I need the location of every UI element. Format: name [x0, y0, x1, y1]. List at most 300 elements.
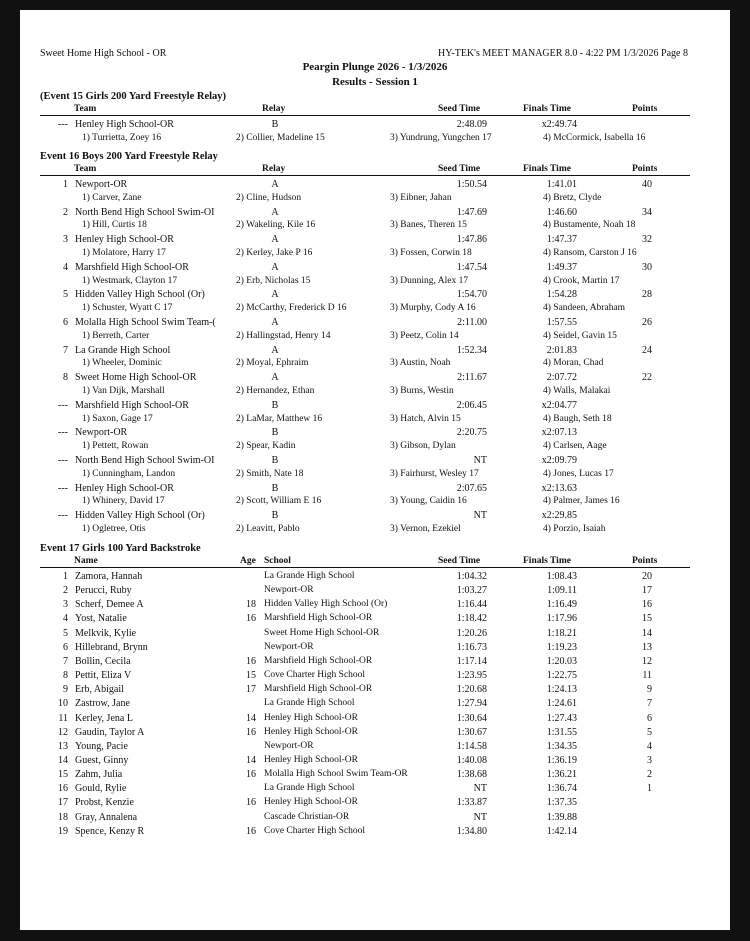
- points: 15: [642, 613, 652, 625]
- seed-time: 1:18.42: [456, 613, 487, 625]
- result-row: [40, 727, 700, 740]
- result-row: [40, 599, 700, 612]
- swimmer-2: 2) Scott, William E 16: [236, 496, 322, 507]
- seed-time: 1:23.95: [456, 670, 487, 682]
- points: 32: [642, 234, 652, 246]
- relay-letter: A: [271, 317, 279, 328]
- event-16-title: Event 16 Boys 200 Yard Freestyle Relay: [40, 151, 218, 162]
- points: 4: [647, 740, 652, 752]
- place: ---: [58, 427, 68, 439]
- swimmer-name: Zamora, Hannah: [75, 571, 143, 582]
- swimmer-1: 1) Molatore, Harry 17: [82, 248, 166, 258]
- place: 19: [58, 825, 68, 837]
- points: 28: [642, 289, 652, 301]
- team-name: Marshfield High School-OR: [75, 261, 189, 273]
- swimmer-name: Erb, Abigail: [75, 684, 124, 696]
- swimmer-1: 1) Berreth, Carter: [82, 330, 150, 341]
- result-row: [40, 585, 700, 598]
- school: Marshfield High School-OR: [264, 684, 373, 695]
- team-name: Marshfield High School-OR: [75, 399, 189, 411]
- relay-row: [40, 262, 700, 275]
- col-name: Name: [74, 556, 98, 566]
- points: 24: [642, 344, 652, 356]
- relay-swimmers: [40, 524, 700, 537]
- swimmer-4: 4) Crook, Martin 17: [543, 275, 620, 286]
- swimmer-name: Melkvik, Kylie: [75, 627, 137, 639]
- swimmer-name: Yost, Natalie: [75, 613, 127, 625]
- points: 40: [642, 179, 652, 190]
- place: 4: [63, 613, 68, 625]
- age: 16: [246, 797, 256, 809]
- place: ---: [58, 482, 68, 494]
- relay-row: [40, 455, 700, 468]
- swimmer-1: 1) Hill, Curtis 18: [82, 220, 147, 231]
- place: 12: [58, 726, 68, 738]
- swimmer-3: 3) Yundrung, Yungchen 17: [390, 132, 492, 143]
- swimmer-4: 4) Ransom, Carston J 16: [543, 248, 637, 258]
- relay-letter: A: [271, 234, 279, 246]
- place: ---: [58, 510, 68, 522]
- swimmer-3: 3) Fossen, Corwin 18: [390, 248, 472, 258]
- points: 30: [642, 261, 652, 273]
- team-name: Henley High School-OR: [75, 482, 174, 494]
- points: 9: [647, 684, 652, 696]
- school: Cascade Christian-OR: [264, 811, 350, 822]
- seed-time: 1:40.08: [456, 754, 487, 766]
- swimmer-1: 1) Van Dijk, Marshall: [82, 386, 165, 396]
- school: La Grande High School: [264, 783, 355, 794]
- swimmer-3: 3) Fairhurst, Wesley 17: [390, 468, 479, 479]
- points: 16: [642, 599, 652, 611]
- relay-swimmers: [40, 193, 700, 206]
- points: 26: [642, 317, 652, 328]
- swimmer-4: 4) Jones, Lucas 17: [543, 468, 614, 479]
- relay-letter: B: [271, 119, 279, 130]
- place: ---: [58, 119, 68, 130]
- result-row: [40, 670, 700, 683]
- result-row: [40, 797, 700, 810]
- points: 14: [642, 627, 652, 639]
- swimmer-4: 4) Palmer, James 16: [543, 496, 620, 507]
- swimmer-4: 4) Seidel, Gavin 15: [543, 330, 617, 341]
- place: 8: [63, 372, 68, 384]
- place: 14: [58, 754, 68, 766]
- school: Sweet Home High School-OR: [264, 627, 380, 638]
- swimmer-name: Perucci, Ruby: [75, 585, 132, 597]
- school: Cove Charter High School: [264, 825, 366, 836]
- relay-letter: B: [271, 455, 279, 466]
- header-left: Sweet Home High School - OR: [40, 48, 167, 59]
- swimmer-1: 1) Ogletree, Otis: [82, 524, 146, 534]
- points: 20: [642, 571, 652, 582]
- swimmer-name: Young, Pacie: [75, 740, 128, 752]
- col-points: Points: [632, 556, 658, 566]
- swimmer-2: 2) LaMar, Matthew 16: [236, 413, 323, 424]
- school: La Grande High School: [264, 698, 355, 709]
- result-row: [40, 642, 700, 655]
- relay-swimmers: [40, 303, 700, 316]
- seed-time: 1:38.68: [456, 769, 487, 781]
- relay-letter: B: [271, 399, 279, 411]
- seed-time: 1:17.14: [456, 655, 487, 667]
- swimmer-4: 4) Sandeen, Abraham: [543, 303, 626, 314]
- seed-time: 2:07.65: [456, 482, 487, 494]
- swimmer-name: Gaudin, Taylor A: [75, 726, 145, 738]
- seed-time: 1:30.67: [456, 726, 487, 738]
- swimmer-1: 1) Pettett, Rowan: [82, 441, 149, 452]
- swimmer-name: Zastrow, Jane: [75, 698, 130, 710]
- finals-time: 1:17.96: [546, 613, 577, 625]
- col-relay: Relay: [262, 164, 286, 174]
- age: 16: [246, 613, 256, 625]
- finals-time: x2:49.74: [541, 119, 577, 130]
- school: Henley High School-OR: [264, 726, 358, 737]
- finals-time: 1:22.75: [546, 670, 577, 682]
- relay-row: [40, 179, 700, 192]
- seed-time: 2:20.75: [456, 427, 487, 439]
- school: Henley High School-OR: [264, 712, 358, 723]
- result-row: [40, 769, 700, 782]
- swimmer-name: Zahm, Julia: [75, 769, 123, 781]
- swimmer-name: Pettit, Eliza V: [75, 670, 132, 682]
- finals-time: 1:24.13: [546, 684, 577, 696]
- swimmer-3: 3) Austin, Noah: [390, 358, 451, 369]
- seed-time: NT: [473, 510, 487, 522]
- swimmer-2: 2) Moyal, Ephraim: [236, 358, 309, 369]
- place: 5: [63, 627, 68, 639]
- finals-time: 1:37.35: [546, 797, 577, 809]
- swimmer-1: 1) Carver, Zane: [82, 192, 142, 203]
- place: 7: [63, 655, 68, 667]
- swimmer-1: 1) Turrietta, Zoey 16: [82, 132, 162, 143]
- finals-time: 1:34.35: [546, 740, 577, 752]
- finals-time: 1:41.01: [546, 179, 577, 190]
- swimmer-3: 3) Hatch, Alvin 15: [390, 413, 461, 424]
- swimmer-name: Spence, Kenzy R: [75, 825, 145, 837]
- seed-time: 1:20.68: [456, 684, 487, 696]
- swimmer-4: 4) Walls, Malakai: [543, 386, 611, 396]
- seed-time: 1:34.80: [456, 825, 487, 837]
- swimmer-2: 2) Cline, Hudson: [236, 192, 302, 203]
- relay-letter: A: [271, 206, 279, 218]
- finals-time: x2:07.13: [541, 427, 577, 439]
- relay-letter: B: [271, 427, 279, 439]
- finals-time: 1:09.11: [547, 585, 577, 597]
- swimmer-3: 3) Eibner, Jahan: [390, 192, 452, 203]
- finals-time: 2:07.72: [546, 372, 577, 384]
- event-17-column-header: [40, 557, 690, 568]
- seed-time: 1:16.73: [456, 641, 487, 653]
- relay-row: [40, 234, 700, 247]
- seed-time: 1:30.64: [456, 712, 487, 724]
- seed-time: 1:16.44: [456, 599, 487, 611]
- place: 1: [63, 179, 68, 190]
- place: 9: [63, 684, 68, 696]
- result-row: [40, 613, 700, 626]
- result-row: [40, 755, 700, 768]
- age: 16: [246, 655, 256, 667]
- school: La Grande High School: [264, 571, 355, 581]
- seed-time: 2:06.45: [456, 399, 487, 411]
- team-name: Newport-OR: [75, 427, 128, 439]
- points: 34: [642, 206, 652, 218]
- finals-time: 2:01.83: [546, 344, 577, 356]
- swimmer-3: 3) Banes, Theren 15: [390, 220, 467, 231]
- swimmer-4: 4) McCormick, Isabella 16: [543, 132, 646, 143]
- place: 2: [63, 206, 68, 218]
- finals-time: 1:36.74: [546, 783, 577, 795]
- col-age: Age: [240, 556, 256, 566]
- place: 6: [63, 641, 68, 653]
- event-15-column-header: [40, 105, 690, 116]
- seed-time: 1:14.58: [456, 740, 487, 752]
- col-seed-time: Seed Time: [438, 104, 481, 114]
- swimmer-2: 2) Collier, Madeline 15: [236, 132, 325, 143]
- swimmer-3: 3) Murphy, Cody A 16: [390, 303, 476, 314]
- place: 8: [63, 670, 68, 682]
- swimmer-2: 2) Wakeling, Kile 16: [236, 220, 316, 231]
- finals-time: 1:18.21: [546, 627, 577, 639]
- result-row: [40, 713, 700, 726]
- age: 16: [246, 825, 256, 837]
- col-finals-time: Finals Time: [523, 104, 571, 114]
- swimmer-2: 2) Leavitt, Pablo: [236, 524, 300, 534]
- seed-time: NT: [473, 783, 487, 795]
- swimmer-4: 4) Porzio, Isaiah: [543, 524, 606, 534]
- school: Molalla High School Swim Team-OR: [264, 769, 408, 780]
- col-relay: Relay: [262, 104, 286, 114]
- team-name: North Bend High School Swim-OI: [75, 206, 215, 218]
- relay-swimmers: [40, 358, 700, 371]
- swimmer-3: 3) Vernon, Ezekiel: [390, 524, 461, 534]
- col-seed-time: Seed Time: [438, 556, 481, 566]
- finals-time: 1:57.55: [546, 317, 577, 328]
- result-row: [40, 812, 700, 825]
- finals-time: 1:19.23: [546, 641, 577, 653]
- finals-time: 1:46.60: [546, 206, 577, 218]
- seed-time: 2:11.00: [457, 317, 487, 328]
- swimmer-2: 2) Erb, Nicholas 15: [236, 275, 311, 286]
- finals-time: 1:16.49: [546, 599, 577, 611]
- swimmer-3: 3) Young, Caidin 16: [390, 496, 467, 507]
- finals-time: 1:36.19: [546, 754, 577, 766]
- relay-swimmers: [40, 496, 700, 509]
- team-name: La Grande High School: [75, 344, 171, 356]
- points: 3: [647, 754, 652, 766]
- swimmer-4: 4) Bretz, Clyde: [543, 192, 602, 203]
- finals-time: 1:31.55: [546, 726, 577, 738]
- relay-letter: A: [271, 261, 279, 273]
- age: 17: [246, 684, 256, 696]
- col-team: Team: [74, 104, 97, 114]
- school: Marshfield High School-OR: [264, 613, 373, 624]
- finals-time: 1:24.61: [546, 698, 577, 710]
- place: 10: [58, 698, 68, 710]
- swimmer-name: Bollin, Cecila: [75, 655, 131, 667]
- school: Newport-OR: [264, 740, 314, 751]
- relay-row: [40, 119, 700, 132]
- swimmer-name: Hillebrand, Brynn: [75, 641, 148, 653]
- relay-letter: B: [271, 482, 279, 494]
- place: 16: [58, 783, 68, 795]
- points: 5: [647, 726, 652, 738]
- relay-swimmers: [40, 220, 700, 233]
- finals-time: 1:39.88: [546, 811, 577, 823]
- finals-time: x2:09.79: [541, 455, 577, 466]
- place: 17: [58, 797, 68, 809]
- relay-letter: A: [271, 344, 279, 356]
- school: Hidden Valley High School (Or): [264, 599, 388, 610]
- swimmer-1: 1) Cunningham, Landon: [82, 468, 176, 479]
- seed-time: 1:20.26: [456, 627, 487, 639]
- relay-swimmers: [40, 331, 700, 344]
- finals-time: 1:08.43: [546, 571, 577, 582]
- place: 1: [63, 571, 68, 582]
- swimmer-2: 2) Kerley, Jake P 16: [236, 248, 313, 258]
- place: ---: [58, 399, 68, 411]
- points: 2: [647, 769, 652, 781]
- results-page: [20, 10, 730, 930]
- relay-letter: A: [271, 179, 279, 190]
- seed-time: 1:50.54: [456, 179, 487, 190]
- finals-time: 1:42.14: [546, 825, 577, 837]
- relay-row: [40, 510, 700, 523]
- age: 16: [246, 769, 256, 781]
- points: 13: [642, 641, 652, 653]
- age: 18: [246, 599, 256, 611]
- team-name: Molalla High School Swim Team-(: [75, 317, 216, 328]
- swimmer-2: 2) Hernandez, Ethan: [236, 386, 315, 396]
- points: 17: [642, 585, 652, 597]
- seed-time: 1:47.86: [456, 234, 487, 246]
- seed-time: 1:52.34: [456, 344, 487, 356]
- swimmer-name: Kerley, Jena L: [75, 712, 133, 724]
- relay-row: [40, 427, 700, 440]
- col-points: Points: [632, 164, 658, 174]
- result-row: [40, 571, 700, 584]
- result-row: [40, 741, 700, 754]
- event-17-title: Event 17 Girls 100 Yard Backstroke: [40, 543, 201, 554]
- result-row: [40, 628, 700, 641]
- age: 14: [246, 754, 256, 766]
- team-name: Henley High School-OR: [75, 119, 174, 130]
- finals-time: x2:04.77: [541, 399, 577, 411]
- points: 12: [642, 655, 652, 667]
- relay-swimmers: [40, 386, 700, 399]
- relay-row: [40, 317, 700, 330]
- age: 14: [246, 712, 256, 724]
- relay-row: [40, 207, 700, 220]
- swimmer-name: Probst, Kenzie: [75, 797, 134, 809]
- col-finals-time: Finals Time: [523, 556, 571, 566]
- result-row: [40, 783, 700, 796]
- swimmer-name: Scherf, Demee A: [75, 599, 144, 611]
- school: Henley High School-OR: [264, 754, 358, 765]
- school: Newport-OR: [264, 585, 314, 596]
- place: 6: [63, 317, 68, 328]
- event-15-title: (Event 15 Girls 200 Yard Freestyle Relay): [40, 91, 227, 102]
- swimmer-1: 1) Saxon, Gage 17: [82, 413, 153, 424]
- place: 2: [63, 585, 68, 597]
- place: 11: [58, 712, 68, 724]
- team-name: Sweet Home High School-OR: [75, 372, 197, 384]
- relay-swimmers: [40, 414, 700, 427]
- header-right: HY-TEK's MEET MANAGER 8.0 - 4:22 PM 1/3/2026 Page 8: [438, 48, 688, 59]
- relay-swimmers: [40, 469, 700, 482]
- team-name: Hidden Valley High School (Or): [75, 510, 205, 522]
- relay-swimmers: [40, 248, 700, 261]
- col-finals-time: Finals Time: [523, 164, 571, 174]
- swimmer-4: 4) Carlsen, Aage: [543, 441, 607, 452]
- place: 3: [63, 234, 68, 246]
- swimmer-1: 1) Schuster, Wyatt C 17: [82, 303, 173, 314]
- seed-time: 1:47.69: [456, 206, 487, 218]
- seed-time: NT: [473, 811, 487, 823]
- result-row: [40, 656, 700, 669]
- team-name: North Bend High School Swim-OI: [75, 455, 215, 466]
- swimmer-name: Guest, Ginny: [75, 754, 129, 766]
- seed-time: 1:03.27: [456, 585, 487, 597]
- session-subtitle: Results - Session 1: [332, 76, 418, 88]
- swimmer-1: 1) Whinery, David 17: [82, 496, 165, 507]
- relay-swimmers: [40, 441, 700, 454]
- swimmer-2: 2) Hallingstad, Henry 14: [236, 330, 331, 341]
- relay-swimmers: [40, 276, 700, 289]
- swimmer-name: Gray, Annalena: [75, 811, 138, 823]
- swimmer-2: 2) Spear, Kadin: [236, 441, 296, 452]
- swimmer-4: 4) Baugh, Seth 18: [543, 413, 612, 424]
- col-school: School: [264, 556, 291, 566]
- relay-row: [40, 345, 700, 358]
- age: 16: [246, 726, 256, 738]
- swimmer-4: 4) Bustamente, Noah 18: [543, 220, 636, 231]
- relay-row: [40, 372, 700, 385]
- seed-time: 1:47.54: [456, 261, 487, 273]
- team-name: Newport-OR: [75, 179, 128, 190]
- swimmer-3: 3) Gibson, Dylan: [390, 441, 456, 452]
- finals-time: 1:54.28: [546, 289, 577, 301]
- col-team: Team: [74, 164, 97, 174]
- relay-swimmers: [40, 133, 700, 146]
- points: 22: [642, 372, 652, 384]
- col-points: Points: [632, 104, 658, 114]
- swimmer-3: 3) Peetz, Colin 14: [390, 330, 459, 341]
- school: Henley High School-OR: [264, 797, 358, 808]
- meet-title: Peargin Plunge 2026 - 1/3/2026: [302, 61, 448, 73]
- team-name: Hidden Valley High School (Or): [75, 289, 205, 301]
- school: Marshfield High School-OR: [264, 655, 373, 666]
- seed-time: 1:33.87: [456, 797, 487, 809]
- finals-time: 1:49.37: [546, 261, 577, 273]
- finals-time: 1:36.21: [546, 769, 577, 781]
- swimmer-2: 2) McCarthy, Frederick D 16: [236, 303, 347, 314]
- swimmer-2: 2) Smith, Nate 18: [236, 468, 304, 479]
- result-row: [40, 826, 700, 839]
- place: 13: [58, 740, 68, 752]
- seed-time: 2:48.09: [456, 119, 487, 130]
- place: 15: [58, 769, 68, 781]
- swimmer-4: 4) Moran, Chad: [543, 358, 604, 369]
- finals-time: 1:20.03: [546, 655, 577, 667]
- event-16-column-header: [40, 165, 690, 176]
- place: 5: [63, 289, 68, 301]
- place: 7: [63, 344, 68, 356]
- place: ---: [58, 455, 68, 466]
- result-row: [40, 684, 700, 697]
- school: Cove Charter High School: [264, 670, 366, 681]
- school: Newport-OR: [264, 641, 314, 652]
- relay-row: [40, 400, 700, 413]
